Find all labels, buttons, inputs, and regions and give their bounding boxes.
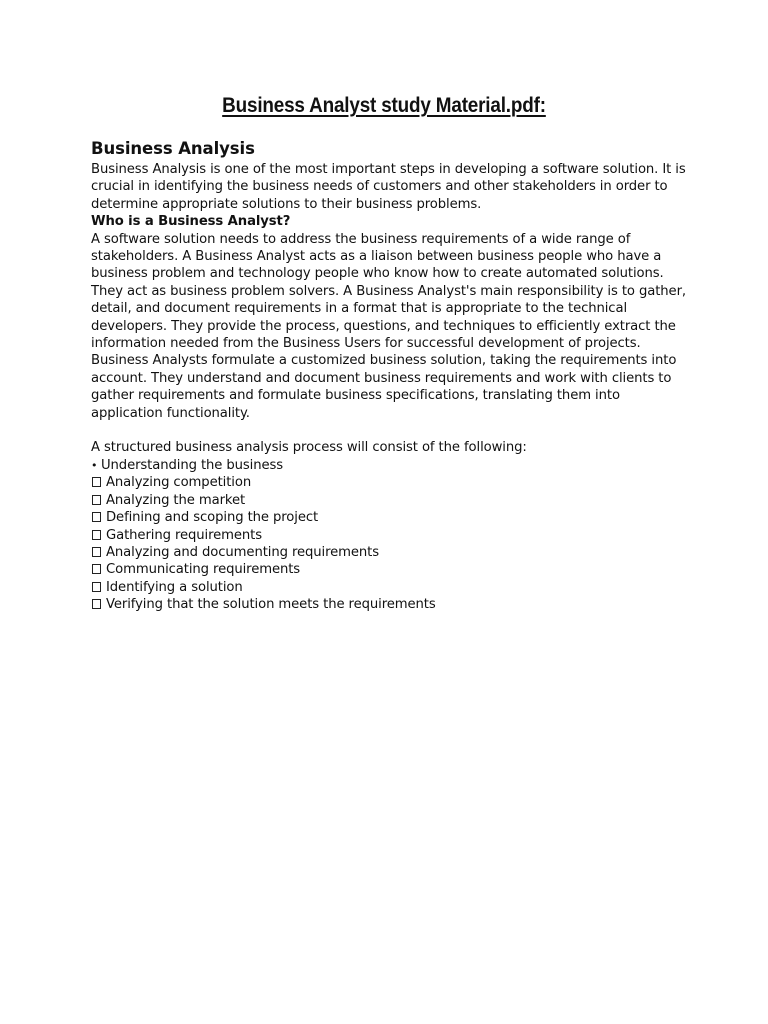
paragraph-formulate: Business Analysts formulate a customized business solution, taking the requirements into account. They understand and document business requirements and work with clients to gather requirements and formulate business specifications, translating them into application functionality.: [91, 353, 677, 421]
list-item-text: Verifying that the solution meets the requirements: [106, 597, 436, 613]
list-item: [91, 544, 691, 561]
list-item: [91, 509, 691, 526]
list-item-text: Identifying a solution: [106, 579, 243, 595]
list-item: [91, 457, 691, 474]
list-item: [91, 492, 691, 509]
intro-paragraph: Business Analysis is one of the most important steps in developing a software solution. It is crucial in identifying the business needs of customers and other stakeholders in order to determine appropriate solutions to their business problems.: [91, 162, 686, 212]
checkbox-icon: [92, 564, 101, 574]
sub-heading: Who is a Business Analyst?: [91, 214, 291, 230]
bullet-icon: •: [91, 458, 98, 472]
checkbox-icon: [92, 547, 101, 557]
section-heading: Business Analysis: [91, 139, 255, 158]
process-list: [91, 457, 691, 614]
list-item: [91, 579, 691, 596]
document-body: [91, 138, 691, 614]
checkbox-icon: [92, 477, 101, 487]
list-item: [91, 596, 691, 613]
list-item: [91, 561, 691, 578]
checkbox-icon: [92, 582, 101, 592]
checkbox-icon: [92, 599, 101, 609]
list-item-text: Gathering requirements: [106, 527, 262, 543]
checkbox-icon: [92, 530, 101, 540]
list-item: [91, 527, 691, 544]
list-intro: A structured business analysis process will consist of the following:: [91, 440, 527, 456]
list-item-text: Analyzing the market: [106, 492, 246, 508]
checkbox-icon: [92, 495, 101, 505]
checkbox-icon: [92, 512, 101, 522]
list-item: [91, 474, 691, 491]
list-item-text: Analyzing and documenting requirements: [106, 544, 380, 560]
list-item-text: Defining and scoping the project: [106, 510, 319, 526]
list-item-text: Communicating requirements: [106, 562, 301, 578]
list-item-text: Understanding the business: [101, 457, 284, 473]
paragraph-role: A software solution needs to address the business requirements of a wide range of stakeholders. A Business Analyst acts as a liaison between business people who have a business problem and technology people who know how to create automated solutions. They act as business problem solvers. A Business Analyst's main responsibility is to gather, detail, and document requirements in a format that is appropriate to the technical developers. They provide the process, questions, and techniques to efficiently extract the information needed from the Business Users for successful development of projects.: [91, 231, 686, 352]
list-item-text: Analyzing competition: [106, 475, 252, 491]
document-title: Business Analyst study Material.pdf:: [222, 94, 546, 117]
paragraph-spacer: [91, 422, 691, 439]
